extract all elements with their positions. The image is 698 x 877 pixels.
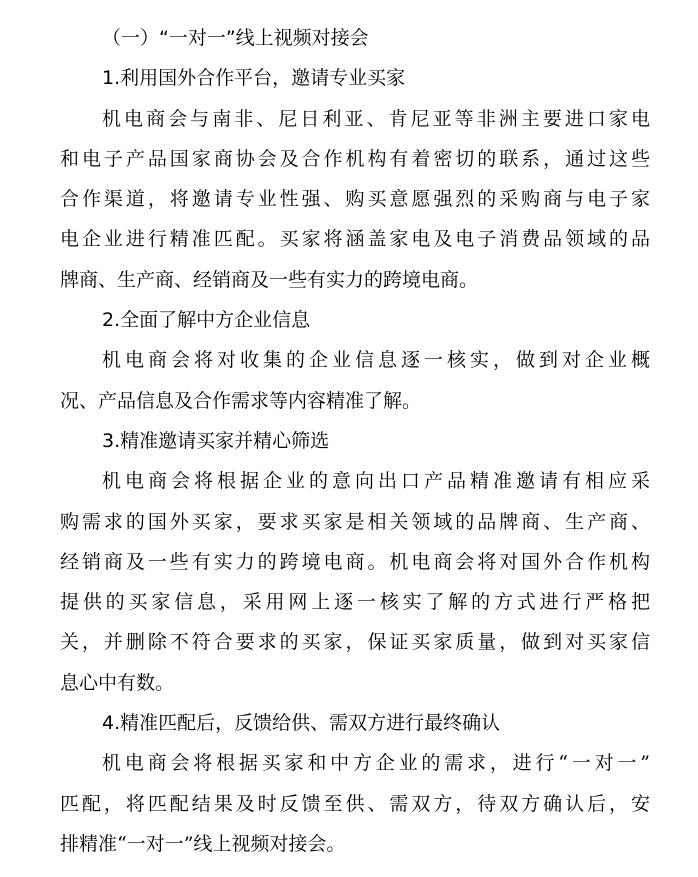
paragraph-line: 和电子产品国家商协会及合作机构有着密切的联系，通过这些 bbox=[60, 147, 650, 170]
paragraph-line: 机电商会与南非、尼日利亚、肯尼亚等非洲主要进口家电 bbox=[102, 107, 650, 130]
paragraph-line: 提供的买家信息，采用网上逐一核实了解的方式进行严格把 bbox=[60, 591, 650, 614]
document-body bbox=[60, 18, 650, 864]
subsection-heading-3: 3.精准邀请买家并精心筛选 bbox=[102, 429, 330, 452]
paragraph-line: 经销商及一些有实力的跨境电商。机电商会将对国外合作机构 bbox=[60, 550, 650, 573]
paragraph-line: 匹配，将匹配结果及时反馈至供、需双方，待双方确认后，安 bbox=[60, 792, 650, 815]
paragraph-line: 合作渠道，将邀请专业性强、购买意愿强烈的采购商与电子家 bbox=[60, 188, 650, 211]
section-title: （一）“一对一”线上视频对接会 bbox=[102, 27, 369, 49]
paragraph-line: 机电商会将对收集的企业信息逐一核实，做到对企业概 bbox=[102, 349, 650, 372]
paragraph-line-last: 排精准“一对一”线上视频对接会。 bbox=[60, 832, 346, 855]
subsection-heading-2: 2.全面了解中方企业信息 bbox=[102, 309, 311, 332]
subsection-heading-4: 4.精准匹配后，反馈给供、需双方进行最终确认 bbox=[102, 712, 501, 735]
paragraph-line: 机电商会将根据买家和中方企业的需求，进行“一对一” bbox=[102, 752, 650, 775]
paragraph-line: 电企业进行精准匹配。买家将涵盖家电及电子消费品领域的品 bbox=[60, 228, 650, 251]
paragraph-line-last: 牌商、生产商、经销商及一些有实力的跨境电商。 bbox=[60, 268, 479, 291]
paragraph-line: 购需求的国外买家，要求买家是相关领域的品牌商、生产商、 bbox=[60, 510, 650, 533]
paragraph-line: 关，并删除不符合要求的买家，保证买家质量，做到对买家信 bbox=[60, 631, 650, 654]
paragraph-line-last: 息心中有数。 bbox=[60, 671, 175, 694]
subsection-heading-1: 1.利用国外合作平台，邀请专业买家 bbox=[102, 67, 406, 90]
paragraph-line-last: 况、产品信息及合作需求等内容精准了解。 bbox=[60, 389, 422, 412]
paragraph-line: 机电商会将根据企业的意向出口产品精准邀请有相应采 bbox=[102, 470, 650, 493]
